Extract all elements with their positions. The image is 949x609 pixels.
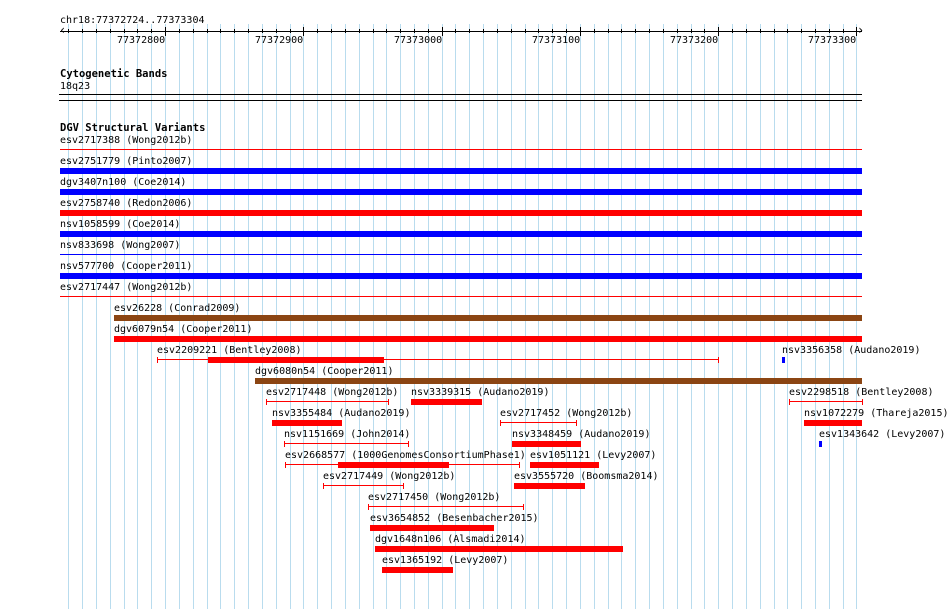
- ruler-tick: [82, 29, 83, 33]
- variant-outer-line: [323, 485, 403, 486]
- variant-end-tick: [266, 399, 267, 405]
- variant-label: nsv3355484 (Audano2019): [272, 408, 411, 419]
- variant-end-tick: [403, 483, 404, 489]
- ruler-tick: [663, 29, 664, 33]
- variant-end-tick: [285, 462, 286, 468]
- cytoband-label: 18q23: [60, 81, 91, 92]
- variant-label: esv2209221 (Bentley2008): [157, 345, 302, 356]
- variant-end-tick: [519, 462, 520, 468]
- ruler-tick: [649, 29, 650, 33]
- ruler-tick: [787, 29, 788, 33]
- variant-bar: [530, 462, 599, 468]
- ruler-range-label: chr18:77372724..77373304: [60, 15, 205, 26]
- variant-label: dgv6080n54 (Cooper2011): [255, 366, 394, 377]
- ruler-tick-label: 77373100: [532, 35, 581, 46]
- gridline: [96, 24, 97, 609]
- cytoband-line-bottom: [59, 100, 862, 101]
- variant-end-tick: [718, 357, 719, 363]
- ruler-arrow-left-icon: ‹: [59, 23, 67, 37]
- ruler-tick: [124, 29, 125, 33]
- variant-outer-line: [368, 506, 523, 507]
- cytoband-line-top: [59, 94, 862, 95]
- ruler-tick: [718, 27, 719, 36]
- ruler-tick: [220, 29, 221, 33]
- variant-end-tick: [523, 504, 524, 510]
- variant-bar: [411, 399, 482, 405]
- variant-label: esv2751779 (Pinto2007): [60, 156, 193, 167]
- variant-label: esv2758740 (Redon2006): [60, 198, 193, 209]
- ruler-tick: [303, 27, 304, 36]
- ruler-arrow-right-icon: ›: [857, 23, 865, 37]
- ruler-tick-label: 77373000: [394, 35, 443, 46]
- ruler-tick: [276, 29, 277, 33]
- ruler-tick-label: 77373200: [670, 35, 719, 46]
- variant-end-tick: [500, 420, 501, 426]
- variant-end-tick: [388, 399, 389, 405]
- variant-label: esv2717449 (Wong2012b): [323, 471, 456, 482]
- ruler-tick: [455, 29, 456, 33]
- ruler-tick: [594, 29, 595, 33]
- cytogenetic-bands-title: Cytogenetic Bands: [60, 68, 168, 80]
- ruler-tick: [193, 29, 194, 33]
- variant-bar: [514, 483, 585, 489]
- ruler-tick: [691, 29, 692, 33]
- ruler-tick: [442, 27, 443, 36]
- ruler-tick: [151, 29, 152, 33]
- ruler-tick: [856, 27, 857, 36]
- variant-bar: [370, 525, 494, 531]
- ruler-tick: [580, 27, 581, 36]
- ruler-tick: [552, 29, 553, 33]
- variant-outer-line: [266, 401, 388, 402]
- variant-label: esv2717450 (Wong2012b): [368, 492, 501, 503]
- ruler-tick: [359, 29, 360, 33]
- variant-end-tick: [368, 504, 369, 510]
- ruler-tick: [704, 29, 705, 33]
- variant-inner-bar: [338, 462, 449, 468]
- ruler-tick: [843, 29, 844, 33]
- ruler-tick: [179, 29, 180, 33]
- variant-label: nsv1072279 (Thareja2015): [804, 408, 949, 419]
- variant-bar: [272, 420, 342, 426]
- ruler-tick: [110, 29, 111, 33]
- ruler-tick: [746, 29, 747, 33]
- variant-end-tick: [408, 441, 409, 447]
- ruler-tick: [207, 29, 208, 33]
- ruler-tick: [566, 29, 567, 33]
- ruler-tick: [414, 29, 415, 33]
- variant-bar: [512, 441, 581, 447]
- ruler-tick: [428, 29, 429, 33]
- ruler-tick: [815, 29, 816, 33]
- variant-bar: [60, 210, 862, 216]
- variant-label: dgv3407n100 (Coe2014): [60, 177, 187, 188]
- ruler-tick-label: 77373300: [808, 35, 857, 46]
- ruler-tick: [373, 29, 374, 33]
- ruler-tick: [677, 29, 678, 33]
- ruler-tick: [829, 29, 830, 33]
- variant-label: esv2298518 (Bentley2008): [789, 387, 934, 398]
- ruler-tick: [732, 29, 733, 33]
- ruler-tick: [400, 29, 401, 33]
- variant-bar: [60, 168, 862, 174]
- variant-label: dgv1648n106 (Alsmadi2014): [375, 534, 526, 545]
- variant-end-tick: [576, 420, 577, 426]
- variant-label: nsv833698 (Wong2007): [60, 240, 181, 251]
- ruler-tick: [801, 29, 802, 33]
- variant-label: esv3555720 (Boomsma2014): [514, 471, 659, 482]
- variant-label: nsv3356358 (Audano2019): [782, 345, 921, 356]
- variant-bar: [382, 567, 453, 573]
- variant-label: esv2717388 (Wong2012b): [60, 135, 193, 146]
- variant-bar: [255, 378, 862, 384]
- variant-outer-line: [284, 443, 408, 444]
- ruler-tick: [497, 29, 498, 33]
- variant-inner-bar: [208, 357, 384, 363]
- ruler-tick: [290, 29, 291, 33]
- variant-bar: [60, 231, 862, 237]
- variant-end-tick: [323, 483, 324, 489]
- variant-bar: [60, 273, 862, 279]
- variant-label: esv2717448 (Wong2012b): [266, 387, 399, 398]
- variant-label: nsv1151669 (John2014): [284, 429, 411, 440]
- ruler-tick: [137, 29, 138, 33]
- variant-label: esv3654852 (Besenbacher2015): [370, 513, 539, 524]
- variant-label: esv2717452 (Wong2012b): [500, 408, 633, 419]
- dgv-structural-variants-title: DGV Structural Variants: [60, 122, 206, 134]
- ruler-tick: [608, 29, 609, 33]
- variant-bar: [375, 546, 623, 552]
- ruler-tick: [345, 29, 346, 33]
- ruler-tick: [538, 29, 539, 33]
- variant-label: nsv1058599 (Coe2014): [60, 219, 181, 230]
- ruler-tick: [469, 29, 470, 33]
- variant-outer-line: [500, 422, 576, 423]
- variant-bar: [804, 420, 862, 426]
- ruler-tick: [248, 29, 249, 33]
- variant-label: nsv3339315 (Audano2019): [411, 387, 550, 398]
- variant-label: dgv6079n54 (Cooper2011): [114, 324, 253, 335]
- ruler-tick: [331, 29, 332, 33]
- variant-line: [60, 254, 862, 255]
- variant-bar: [114, 315, 862, 321]
- ruler-tick: [234, 29, 235, 33]
- variant-point: [819, 441, 822, 447]
- ruler-tick: [621, 29, 622, 33]
- ruler-tick: [68, 29, 69, 33]
- gridline: [110, 24, 111, 609]
- variant-label: esv1051121 (Levy2007): [530, 450, 657, 461]
- variant-end-tick: [789, 399, 790, 405]
- ruler-tick: [525, 29, 526, 33]
- variant-label: nsv577700 (Cooper2011): [60, 261, 193, 272]
- ruler-tick: [317, 29, 318, 33]
- ruler-tick-label: 77372900: [255, 35, 304, 46]
- variant-label: esv1343642 (Levy2007): [819, 429, 946, 440]
- variant-end-tick: [862, 399, 863, 405]
- variant-line: [60, 296, 862, 297]
- ruler-tick: [774, 29, 775, 33]
- variant-outer-line: [789, 401, 862, 402]
- variant-label: esv2668577 (1000GenomesConsortiumPhase1): [285, 450, 526, 461]
- variant-label: nsv3348459 (Audano2019): [512, 429, 651, 440]
- variant-end-tick: [284, 441, 285, 447]
- variant-label: esv2717447 (Wong2012b): [60, 282, 193, 293]
- ruler-tick: [96, 29, 97, 33]
- variant-label: esv26228 (Conrad2009): [114, 303, 241, 314]
- ruler-tick: [386, 29, 387, 33]
- ruler-tick: [760, 29, 761, 33]
- variant-bar: [114, 336, 862, 342]
- ruler-tick: [635, 29, 636, 33]
- gridline: [82, 24, 83, 609]
- ruler-tick-label: 77372800: [117, 35, 166, 46]
- ruler-axis-line: [60, 31, 862, 32]
- gridline: [68, 24, 69, 609]
- variant-line: [60, 149, 862, 150]
- variant-end-tick: [157, 357, 158, 363]
- variant-bar: [60, 189, 862, 195]
- ruler-tick: [165, 27, 166, 36]
- ruler-tick: [511, 29, 512, 33]
- variant-label: esv1365192 (Levy2007): [382, 555, 509, 566]
- variant-point: [782, 357, 785, 363]
- ruler-tick: [483, 29, 484, 33]
- ruler-tick: [262, 29, 263, 33]
